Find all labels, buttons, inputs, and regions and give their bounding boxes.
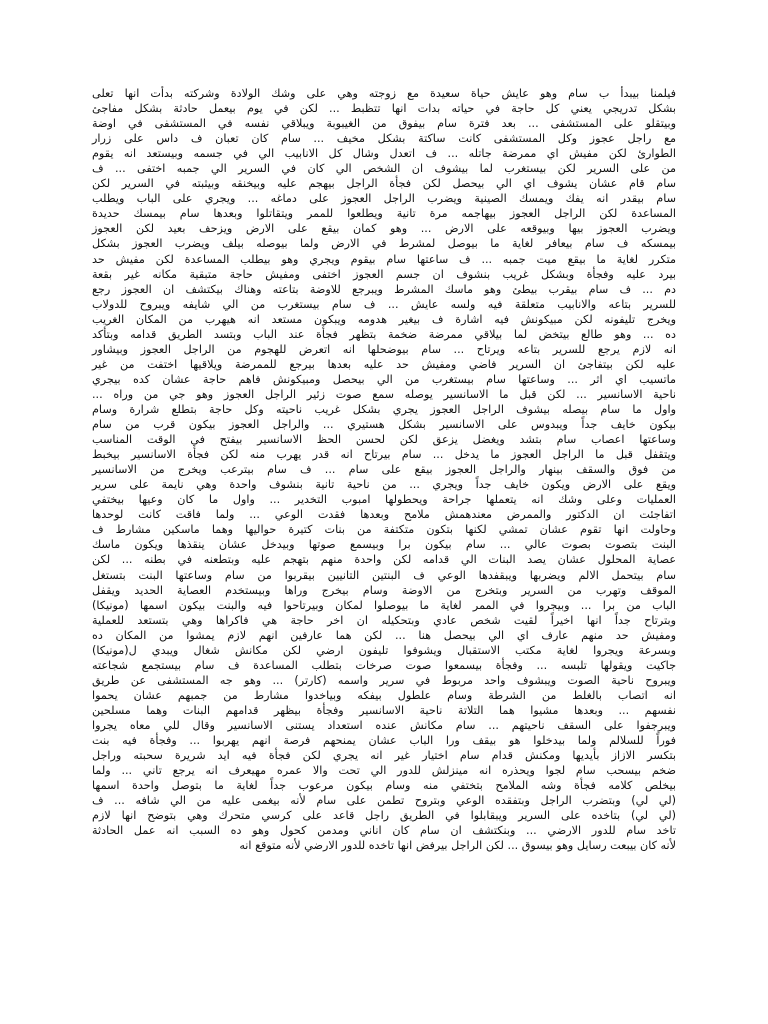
text-line: العمليات وعلى وشك انه يتعملها جراحة ويحطولها امبوب التخدير ... واول ما كان وعيها بيختفي <box>92 493 676 507</box>
text-line: من على السرير لكن بيستغرب لما بيشوف ان الشخص الي كان في السرير الي جمبه اختفى ... ف <box>92 162 676 176</box>
text-line: الموقف وتهرب من السرير وبتخرج من الاوضة وسام بيخرج وراها وبيستخدم العصاية الحديد ويقفل <box>92 583 676 597</box>
text-line: بيمسكه ف سام بيعافر لغاية ما بيوصل لمشرط في الارض ولما بيوصله بيلف ويضرب العجوز بشكل <box>92 237 676 251</box>
text-line: انه اتصاب بالغلط من الشرطة وسام علطول بيفكه وبياخدوا مشارط من جمبهم عشان يحموا <box>92 688 676 702</box>
text-line: (لي لي) وبتضرب الراجل وبتفقده الوعي وبتروح تطمن على سام لأنه بيغمى عليه من الي شافه ... ف <box>92 794 676 808</box>
text-line: ويقع على الارض ويكون خايف جداً ويجري ... من ناحية تانية بنشوف واحدة وهي نايمة على سرير <box>92 478 676 492</box>
text-line: جاكيت ويقولها تلبسه ... وفجأة بيسمعوا صوت صرخات بتطلب المساعدة ف سام بيستجمع شجاعته <box>92 658 676 672</box>
text-line: ده ... وهو طالع بيتخض لما بيلاقي ممرضة ضخمة بتظهر فجأة عند الباب وبتسد الطريق قدامه وبتأكد <box>92 327 676 341</box>
text-line: ويخرج تليفونه لكن مبيكونش فيه اشارة ف بيغير هدومه ويبكون مستعد انه هيهرب من المكان الغريب <box>92 312 676 326</box>
text-line: المساعدة لكن الراجل العجوز بيهاجمه مرة تانية ويطلعوا للممر ويتقاتلوا وبعدها سام بيمسك حديدة <box>92 207 676 221</box>
text-line: سام بيقدر انه يفك ويمسك الصينية ويضرب الراجل العجوز على دماغه ... ويجري على الباب ويطلب <box>92 192 676 206</box>
text-line: لأنه كان بيبعت رسايل وهو بيسوق ... لكن الراجل بيرفض انها تاخده للدور الارضي لأنه متوقع انه <box>239 839 676 853</box>
text-line: بيرد عليه وفجأة وبشكل غريب بنشوف ان جسم العجوز اختفى ومفيش حاجة متبقية مكانه غير بقعة <box>92 267 676 281</box>
text-line: وساعتها اعصاب سام بتشد ويغضل يزعق لكن لحسن الحظ الاسانسير بيفتح في الوقت المناسب <box>92 433 676 447</box>
text-line: ويبرجفوا على السقف ناحيتهم ... سام مكانش عنده استعداد يستنى الاسانسير وقال للي معاه يجروا <box>92 718 676 732</box>
text-line: ناحية الاسانسير ... لكن قبل ما الاسانسير يوصله سمع صوت زئير الراجل العجوز وهو جي من وراه ... <box>92 387 676 401</box>
text-line: وبيتقلو على المستشفى ... بعد فترة سام بيفوق من الغيبوبة ويبلاقي نفسه في المستشفى في اوضة <box>92 117 676 131</box>
text-line: عليه لكن بيتفاجئ ان السرير فاضي ومفيش حد عليه بعدها بيرجع للممرضة ويلاقيها اختفت من غير <box>92 357 676 371</box>
text-line: سام بيتحمل الالم ويضربها ويبقفدها الوعي ف البنتين التانيين بيقربوا من سام وساعتها البنت بتستغل <box>92 568 676 582</box>
text-line: ماتسيب اي اثر ... وساعتها سام بيستغرب من الي بيحصل ومبيكونش فاهم حاجة عشان كده بيجري <box>92 372 676 386</box>
text-line: مع راجل عجوز وكل المستشفى كانت ساكتة بشكل مخيف ... سام كان تعبان ف داس على زرار <box>92 132 676 146</box>
text-line: البنت بتصوت بصوت عالي ... سام بيكون برا وبيسمع صوتها وبيدخل عشان ينقذها ويكون ماسك <box>92 538 676 552</box>
text-line: ضخم بيسحب سام لجوا ويحذره انه مينزلش للدور الي تحت والا عمره مهيعرف انه يرجع تاني ... ولما <box>92 764 676 778</box>
text-line: ومفيش حد منهم عارف اي الي بيحصل هنا ... لكن هما عارفين انهم لازم يمشوا من المكان ده <box>92 628 676 642</box>
text-line: الطوارئ لكن مفيش اي ممرضة جاتله ... ف اتعدل وشال كل الانابيب الي في جسمه وبيستعد انه يقوم <box>92 147 676 161</box>
text-line: وحاولت انها تقوم عشان تمشي لكنها بتكون متكتفة من بنات كتيرة حواليها وهما ماسكين مشارط ف <box>92 523 676 537</box>
text-line: من فوق والسقف بينهار والراجل العجوز بيقع على سام ... ف سام بيترعب ويخرج من الاسانسير <box>92 463 676 477</box>
text-line: انه لازم يرجع للسرير بتاعه ويرتاح ... سام بيوضحلها انه اتعرض للهجوم من الراجل العجوز وبيشاور <box>92 342 676 356</box>
text-line: واول ما سام بيصله بيشوف الراجل العجوز يجري بشكل غريب ناحيته وكل حاجة بتطلع شرارة وسام <box>92 402 676 416</box>
text-line: الباب من برا ... وبيجروا في الممر لغاية ما بيوصلوا لمكان وبيرتاحوا فيه والبنت بيكون اسمها (مونيكا) <box>92 598 676 612</box>
text-line: بيكون خايف جداً ويبدوس على الاسانسير بشكل هستيري ... والراجل العجوز بيكون قرب من سام <box>92 418 676 432</box>
text-line: عصاية المحلول عشان يصد البنات الي قدامه لكن واحدة منهم بتهجم عليه وبتطعنه في بطنه ... لكن <box>92 553 676 567</box>
text-line: دم ... ف سام بيقرب بيطئ وهو ماسك المشرط ويبرجع للاوضة بتاعته وهناك بيكتشف ان العجوز رجع <box>92 282 676 296</box>
text-line: ويضرب العجوز بيها وبيوقعه على الارض ... وهو كمان بيقع على الارض ويزحف بعيد لكن العجوز <box>92 222 676 236</box>
text-line: تاخد سام للدور الارضي ... وبنكتشف ان سام كان اناني ومدمن كحول وهو ده السبب انه عمل الحادثة <box>92 824 676 838</box>
text-line: اتفاجئت ان الدكتور والممرض معندهمش ملامح وبعدها فقدت الوعي ... ولما فاقت كانت لوحدها <box>92 508 676 522</box>
text-line: بتكسر الازاز بأيديها ومكنش قدام سام اختيار غير انه يجري لكن فجأة فيه ايد شريرة سحبته وراجل <box>92 749 676 763</box>
text-line: متكرر لغاية ما بيقع ميت جمبه ... ف ساعتها سام بيقوم ويجري وهو بيطلب المساعدة لكن مفيش حد <box>92 252 676 266</box>
text-line: ويبروح ناحية الصوت ويبشوف واحد مربوط في سرير واسمه (كارتر) ... وهو جه المستشفى عن طريق <box>92 673 676 687</box>
text-line: سام قام عشان يشوف اي الي بيحصل لكن فجأة الراجل بيهجم عليه وبيخنقه وبيثبته في السرير لكن <box>92 177 676 191</box>
text-line: بيخلص كلامه فجأة وشه الملامح بتختفي منه وسام بيكون مرعوب جداً لغاية ما بتوصل واحدة اسمها <box>92 779 676 793</box>
text-line: ويتقفل قبل ما الراجل العجوز ما يدخل ... سام بيرتاح انه قدر يهرب منه لكن فجأة الاسانسير بيخبط <box>92 448 676 462</box>
text-line: فيلمنا بيبدأ ب سام وهو عايش حياة سعيدة مع زوجته وهي على وشك الولادة وشركته بدأت انها تعلى <box>92 87 676 100</box>
text-line: بشكل تدريجي يعني كل حاجة في حياته بدات انها تتظبط ... لكن في يوم بيعمل حادثة بشكل مفاجئ <box>92 102 676 116</box>
text-line: نفسهم ... وبعدها مشيوا هما التلاتة ناحية الاسانسير وفجأة بيظهر قدامهم البنات وهما مسلحين <box>92 703 676 717</box>
text-line: (لي لي) بتاخده على السرير ويبقابلوا في الطريق راجل قاعد على كرسي متحرك وهي بتوضح انها لازم <box>92 809 676 823</box>
article-body <box>92 86 676 853</box>
text-line: للسرير بتاعه والانابيب متعلقة فيه ولسه عايش ... ف سام بيستغرب من الي شايفه ويبروح للدولاب <box>92 297 676 311</box>
text-line: فوراً للسلالم ولما بيدخلوا هو بيقف ورا الباب عشان يمنحهم فرصة انهم يهربوا ... وفجأة فيه بنت <box>92 734 676 748</box>
text-line: وبترتاح جداً انها اخيراً لقيت شخص عادي وبتحكيله ان اخر حاجة هي فاكراها وهي بتستعد للعملية <box>92 613 676 627</box>
text-line: وبسرعة ويجروا لغاية مكتب الاستقبال ويشوفوا تليفون ارضي لكن مكانش شغال ويبدي ل(مونيكا) <box>92 643 676 657</box>
